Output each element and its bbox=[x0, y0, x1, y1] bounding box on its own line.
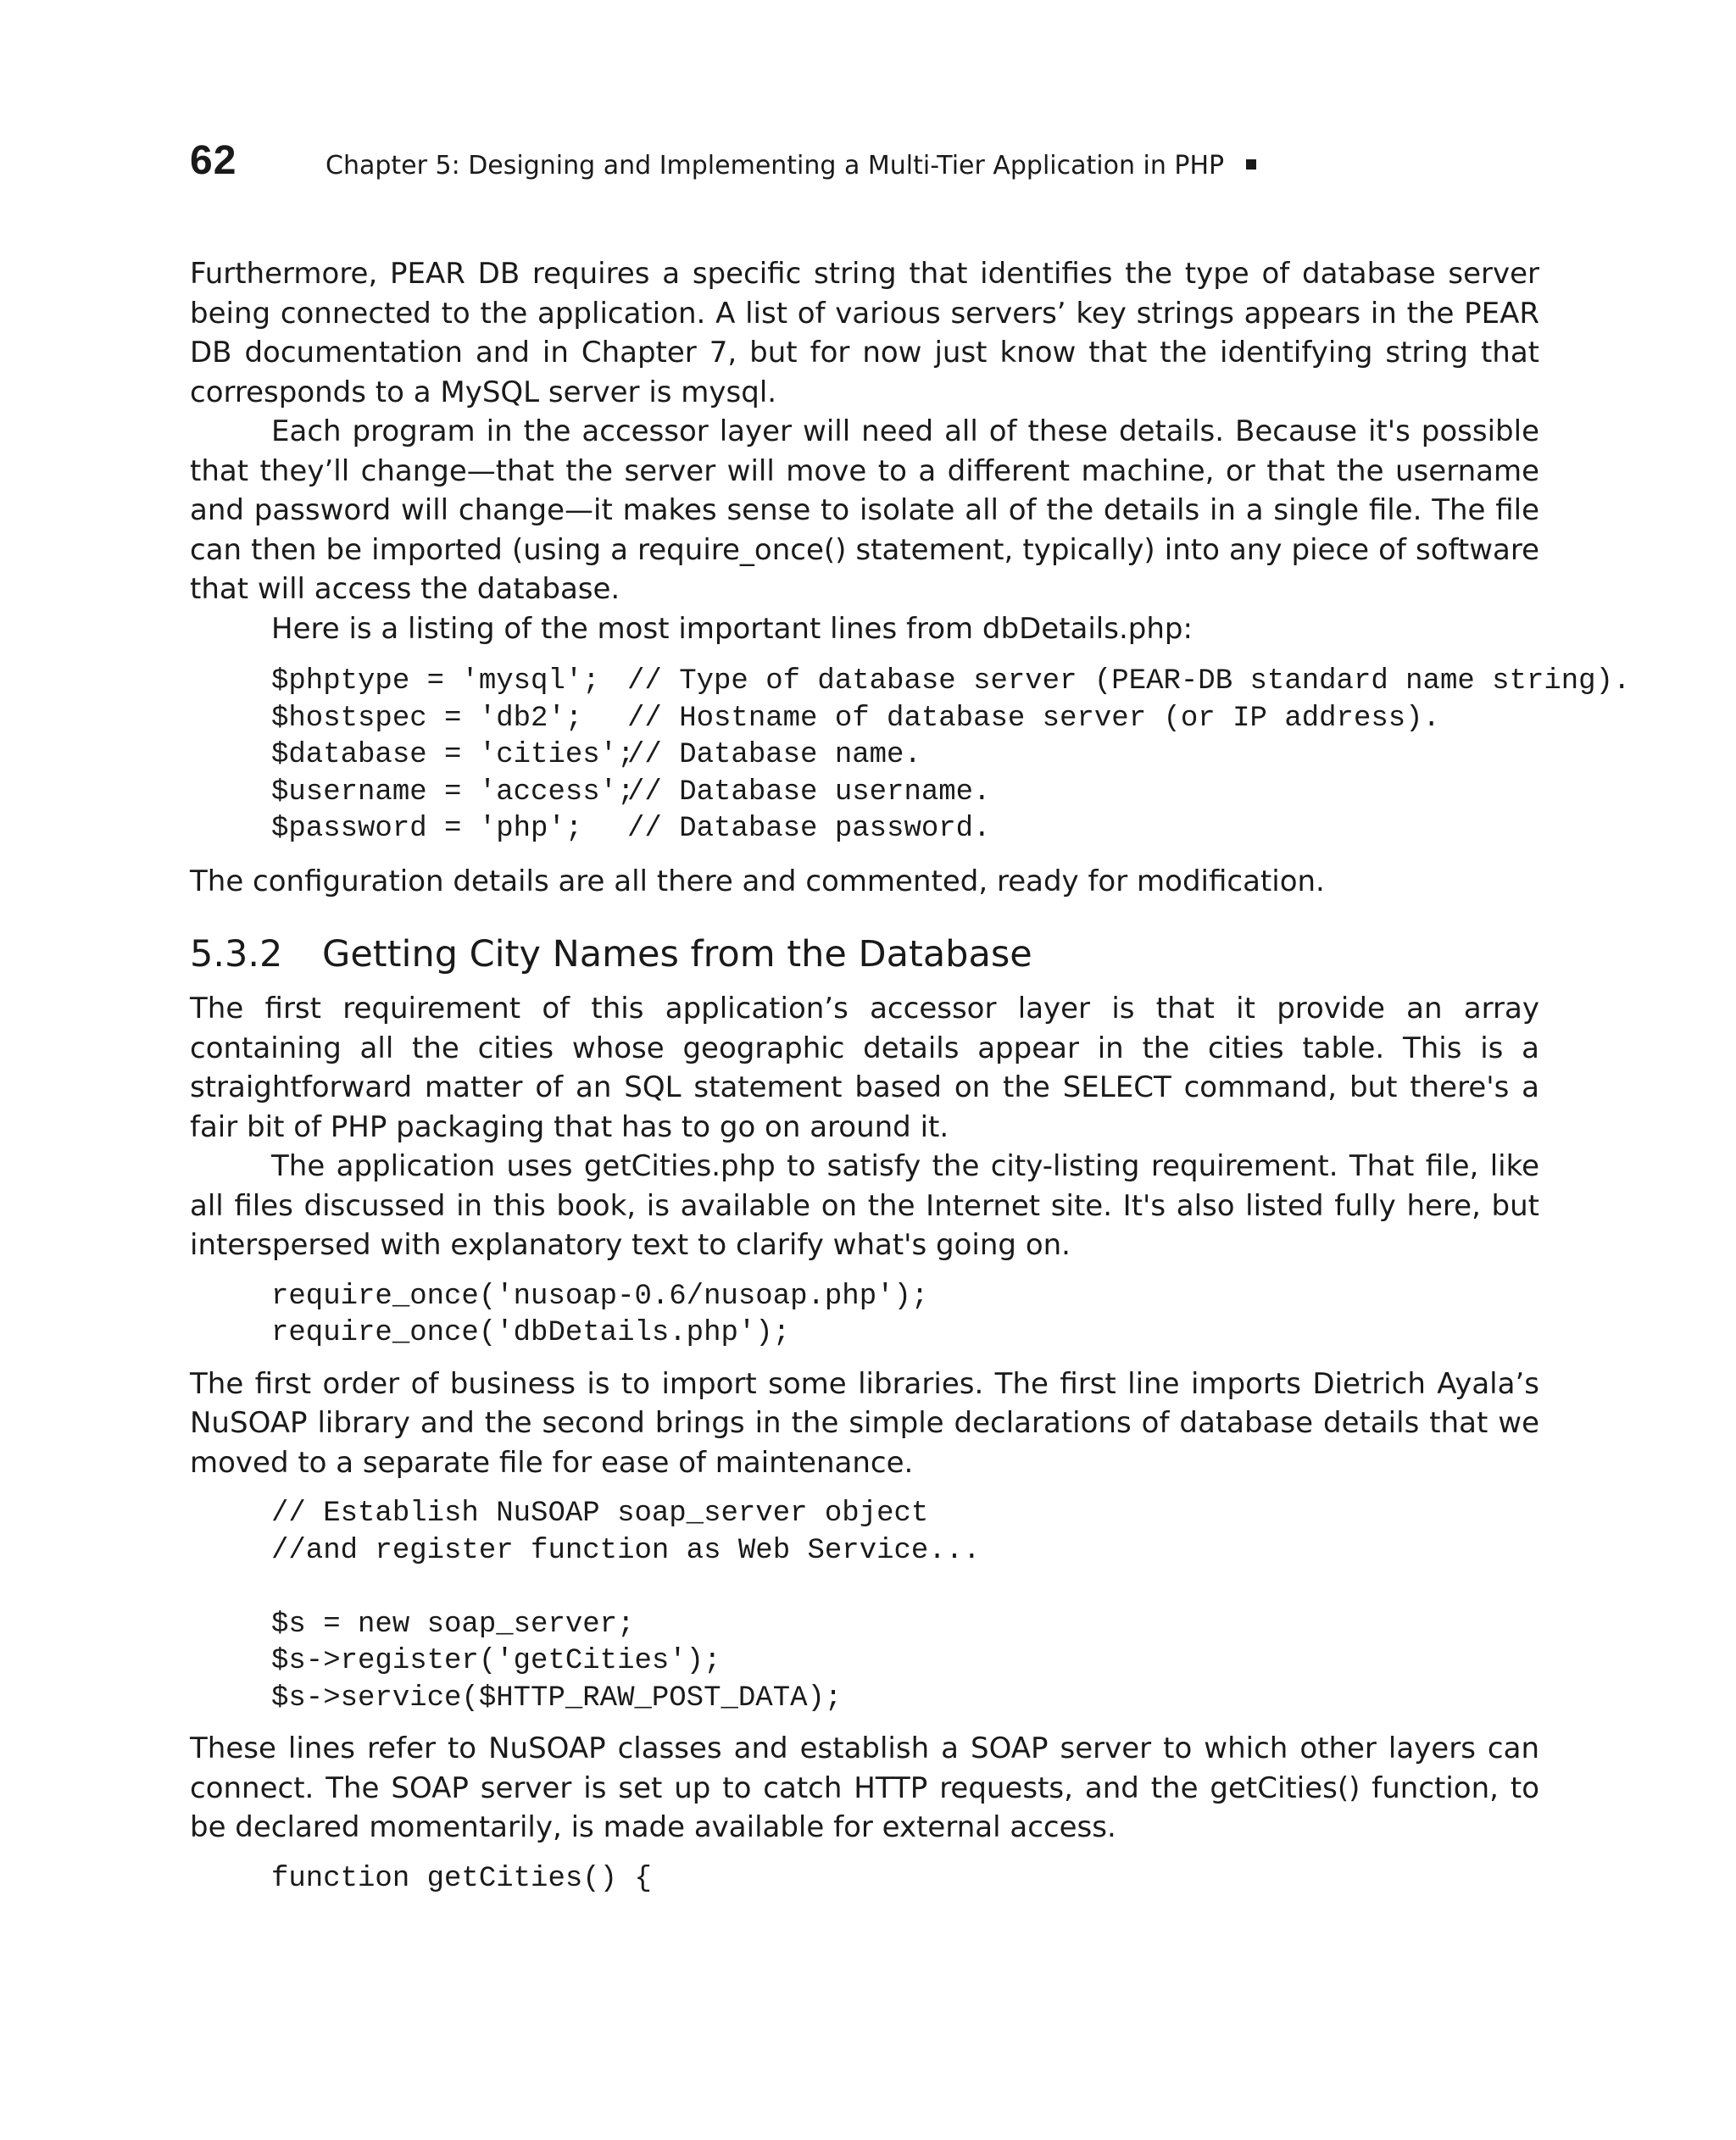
paragraph-config-summary: The configuration details are all there and commented, ready for modification. bbox=[190, 864, 1325, 898]
section-heading bbox=[190, 931, 1539, 977]
code-statement: $phptype = 'mysql'; bbox=[271, 665, 600, 698]
code-comment: // Hostname of database server (or IP address). bbox=[627, 702, 1440, 735]
section-number: 5.3.2 bbox=[190, 933, 283, 976]
code-line: function getCities() { bbox=[271, 1862, 652, 1895]
code-statement: $database = 'cities'; bbox=[271, 739, 635, 771]
code-comment: // Database password. bbox=[627, 813, 991, 845]
code-line: $s->service($HTTP_RAW_POST_DATA); bbox=[271, 1681, 843, 1715]
code-statement: $hostspec = 'db2'; bbox=[271, 702, 583, 735]
code-line: //and register function as Web Service... bbox=[271, 1534, 981, 1567]
paragraph-import-libraries: The first order of business is to import some libraries. The first line imports Dietrich Ayala’s NuSOAP library and the second brings in the simple declarations of database details that we moved to a separate file for ease of maintenance. bbox=[190, 1366, 1539, 1480]
code-block-require bbox=[271, 1279, 1539, 1353]
code-block-db-details bbox=[271, 664, 1631, 848]
code-line: require_once('dbDetails.php'); bbox=[271, 1317, 791, 1349]
chapter-title bbox=[326, 149, 1256, 183]
code-comment: // Database username. bbox=[627, 775, 991, 809]
code-line-blank bbox=[271, 1570, 1539, 1607]
code-line bbox=[271, 701, 1539, 738]
code-line: $s = new soap_server; bbox=[271, 1608, 635, 1641]
square-bullet-icon bbox=[1246, 159, 1256, 170]
code-block-soap-server bbox=[271, 1496, 1539, 1717]
paragraph-getcities-intro: The application uses getCities.php to satisfy the city-listing requirement. That file, like all files discussed in this book, is available on the Internet site. It's also listed fully here, but interspersed with explanatory text to clarify what's going on. bbox=[190, 1149, 1539, 1262]
code-block-function bbox=[271, 1861, 1539, 1898]
paragraph-pear-db-string: Furthermore, PEAR DB requires a specific string that identifies the type of database server being connected to the application. A list of various servers’ key strings appears in the PEAR DB documentation and in Chapter 7, but for now just know that the identifying string that corresponds to a MySQL server is mysql. bbox=[190, 257, 1539, 409]
code-statement: $username = 'access'; bbox=[271, 775, 635, 809]
paragraph-accessor-details: Each program in the accessor layer will need all of these details. Because it's possible that they’ll change—that the server will move to a different machine, or that the username and password will change—it makes sense to isolate all of the details in a single file. The file can then be imported (using a require_once() statement, typically) into any piece of software that will access the database. bbox=[190, 414, 1539, 606]
code-line bbox=[271, 664, 1631, 701]
section-title: Getting City Names from the Database bbox=[322, 933, 1032, 976]
code-line bbox=[271, 737, 1539, 775]
code-line bbox=[271, 811, 1539, 848]
code-comment: // Database name. bbox=[627, 739, 921, 771]
code-line: // Establish NuSOAP soap_server object bbox=[271, 1498, 929, 1530]
running-head bbox=[190, 137, 1546, 188]
code-line: require_once('nusoap-0.6/nusoap.php'); bbox=[271, 1280, 929, 1313]
code-statement: $password = 'php'; bbox=[271, 813, 583, 845]
paragraph-first-requirement: The first requirement of this application’s accessor layer is that it provide an array containing all the cities whose geographic details appear in the cities table. This is a straightforward matter of an SQL statement based on the SELECT command, but there's a fair bit of PHP packaging that has to go on around it. bbox=[190, 992, 1539, 1144]
paragraph-listing-intro: Here is a listing of the most important lines from dbDetails.php: bbox=[271, 611, 1193, 646]
page-content bbox=[190, 254, 1631, 1898]
chapter-title-text: Chapter 5: Designing and Implementing a Multi-Tier Application in PHP bbox=[326, 151, 1225, 181]
paragraph-soap-explanation: These lines refer to NuSOAP classes and establish a SOAP server to which other layers can connect. The SOAP server is set up to catch HTTP requests, and the getCities() function, to be declared momentarily, is made available for external access. bbox=[190, 1731, 1539, 1844]
code-comment: // Type of database server (PEAR-DB standard name string). bbox=[627, 665, 1631, 698]
code-line: $s->register('getCities'); bbox=[271, 1645, 721, 1677]
code-line bbox=[271, 775, 1539, 812]
page-number: 62 bbox=[190, 138, 237, 183]
